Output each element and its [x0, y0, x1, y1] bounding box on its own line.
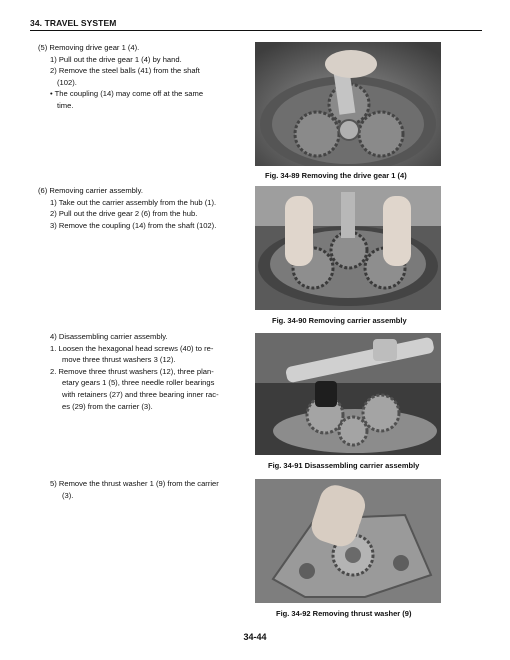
figure-caption: Fig. 34-89 Removing the drive gear 1 (4): [265, 171, 407, 180]
step-heading: 4) Disassembling carrier assembly.: [50, 332, 168, 341]
page-number: 34-44: [243, 632, 267, 642]
section-disassemble-carrier: [50, 331, 219, 412]
note-line: • The coupling (14) may come off at the same: [50, 89, 204, 99]
photo-drive-gear: [255, 42, 441, 166]
figure-caption: Fig. 34-90 Removing carrier assembly: [272, 316, 407, 325]
step-line: 1) Pull out the drive gear 1 (4) by hand.: [50, 54, 182, 64]
section-remove-carrier: [38, 185, 216, 231]
step-line: 1) Take out the carrier assembly from the hub (1).: [50, 197, 217, 207]
header-rule: [30, 30, 482, 31]
step-line: 3) Remove the coupling (14) from the shaft (102).: [50, 220, 217, 230]
figure-caption: Fig. 34-92 Removing thrust washer (9): [276, 609, 412, 618]
step-heading: (6) Removing carrier assembly.: [38, 186, 143, 195]
step-line: 2. Remove three thrust washers (12), three plan-: [50, 366, 214, 376]
step-line: es (29) from the carrier (3).: [62, 401, 153, 411]
step-line: 2) Remove the steel balls (41) from the shaft: [50, 66, 200, 76]
step-line: 5) Remove the thrust washer 1 (9) from the carrier: [50, 479, 219, 488]
step-line: (102).: [57, 77, 77, 87]
step-line: etary gears 1 (5), three needle roller bearings: [62, 378, 215, 388]
step-line: 1. Loosen the hexagonal head screws (40) to re-: [50, 343, 214, 353]
step-heading: (5) Removing drive gear 1 (4).: [38, 43, 140, 52]
section-remove-drive-gear: [38, 42, 203, 112]
photo-carrier-assembly: [255, 186, 441, 310]
section-title: 34. TRAVEL SYSTEM: [30, 18, 117, 28]
step-line: with retainers (27) and three bearing inner rac-: [62, 389, 219, 399]
page-header: [30, 18, 482, 34]
step-line: (3).: [62, 490, 74, 500]
section-remove-thrust-washer: [50, 478, 219, 501]
note-line: time.: [57, 100, 74, 110]
figure-caption: Fig. 34-91 Disassembling carrier assembly: [268, 461, 420, 470]
step-line: move three thrust washers 3 (12).: [62, 355, 176, 365]
photo-thrust-washer: [255, 479, 441, 603]
photo-disassemble-carrier: [255, 333, 441, 455]
step-line: 2) Pull out the drive gear 2 (6) from the hub.: [50, 209, 198, 219]
